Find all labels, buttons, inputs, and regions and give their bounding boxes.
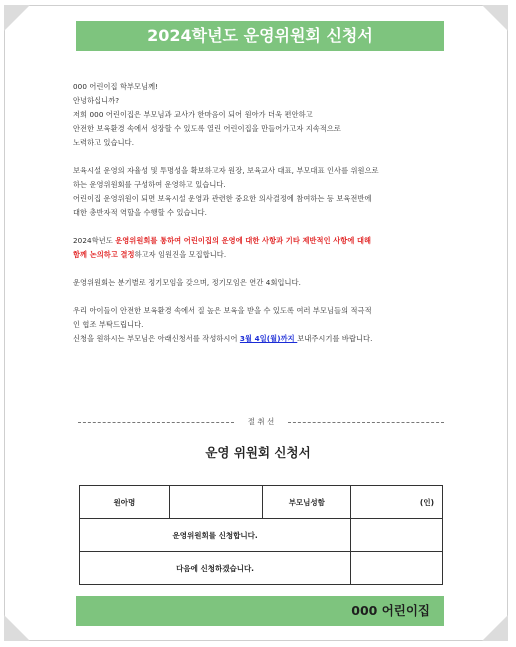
highlight-red-line-2: 함께 논의하고 결정	[73, 250, 135, 259]
application-form-table	[79, 485, 443, 585]
cut-line-dash-left	[78, 422, 234, 423]
letter-paragraph-4: 운영위원회는 분기별로 정기모임을 갖으며, 정기모임은 연간 4회입니다.	[73, 278, 302, 287]
letter-paragraph-2-line-1: 보육시설 운영의 자율성 및 투명성을 확보하고자 원장, 보육교사 대표, 부모대표 인사를 위원으로	[73, 166, 379, 175]
paragraph-5-suffix: 보내주시기를 바랍니다.	[297, 334, 373, 343]
letter-hello: 안녕하십니까?	[73, 96, 120, 105]
paragraph-3-suffix: 하고자 임원진을 모집합니다.	[134, 250, 227, 259]
next-time-option-label: 다음에 신청하겠습니다.	[80, 552, 351, 585]
child-name-field[interactable]	[169, 486, 263, 519]
page-corner-bottom-right	[482, 615, 508, 641]
next-time-option-checkbox[interactable]	[351, 552, 443, 585]
table-row	[80, 486, 443, 519]
letter-paragraph-1-line-2: 안전한 보육환경 속에서 성장할 수 있도록 열린 어린이집을 만들어가고자 지속적으로	[73, 124, 341, 133]
letter-paragraph-1-line-1: 저희 000 어린이집은 부모님과 교사가 한마음이 되어 원아가 더욱 편안하고	[73, 110, 313, 119]
table-row	[80, 552, 443, 585]
cut-line	[78, 415, 444, 429]
highlight-red-line-1: 운영위원회를 통하여 어린이집의 운영에 대한 사항과 기타 제반적인 사항에 대해	[115, 236, 372, 245]
cut-line-label: 절 취 선	[247, 417, 275, 426]
page-corner-bottom-left	[4, 615, 30, 641]
letter-body	[73, 80, 449, 346]
letter-paragraph-2-line-3: 어린이집 운영위원이 되면 보육시설 운영과 관련한 중요한 의사결정에 참여하는 등 보육전반에	[73, 194, 372, 203]
letter-paragraph-5-line-1: 우리 아이들이 안전한 보육환경 속에서 질 높은 보육을 받을 수 있도록 여러 부모님들의 적극적	[73, 306, 372, 315]
letter-paragraph-2-line-2: 하는 운영위원회를 구성하여 운영하고 있습니다.	[73, 180, 226, 189]
letter-greeting: 000 어린이집 학부모님께!	[73, 82, 159, 91]
cut-line-dash-right	[288, 422, 444, 423]
child-name-label: 원아명	[80, 486, 170, 519]
page-corner-top-right	[482, 5, 508, 31]
apply-option-checkbox[interactable]	[351, 519, 443, 552]
document-title: 2024학년도 운영위원회 신청서	[76, 21, 444, 51]
letter-paragraph-5-line-3	[73, 332, 449, 346]
guardian-name-label: 부모님성함	[263, 486, 351, 519]
deadline-highlight: 3월 4일(월)까지	[239, 334, 298, 343]
table-row	[80, 519, 443, 552]
page-corner-top-left	[4, 5, 30, 31]
footer-organization: 000 어린이집	[76, 596, 444, 626]
guardian-signature-field[interactable]	[351, 486, 443, 519]
letter-paragraph-3	[73, 234, 449, 248]
apply-option-label: 운영위원회를 신청합니다.	[80, 519, 351, 552]
letter-paragraph-2-line-4: 대한 총반자적 역할을 수행할 수 있습니다.	[73, 208, 208, 217]
paragraph-3-prefix: 2024학년도	[73, 236, 116, 245]
seal-label: (인)	[419, 497, 434, 507]
letter-paragraph-3-line-2	[73, 248, 449, 262]
letter-paragraph-5-line-2: 인 협조 부탁드립니다.	[73, 320, 144, 329]
paragraph-5-prefix: 신청을 원하시는 부모님은 아래신청서를 작성하시어	[73, 334, 240, 343]
letter-paragraph-1-line-3: 노력하고 있습니다.	[73, 138, 135, 147]
form-title: 운영 위원회 신청서	[205, 445, 311, 460]
